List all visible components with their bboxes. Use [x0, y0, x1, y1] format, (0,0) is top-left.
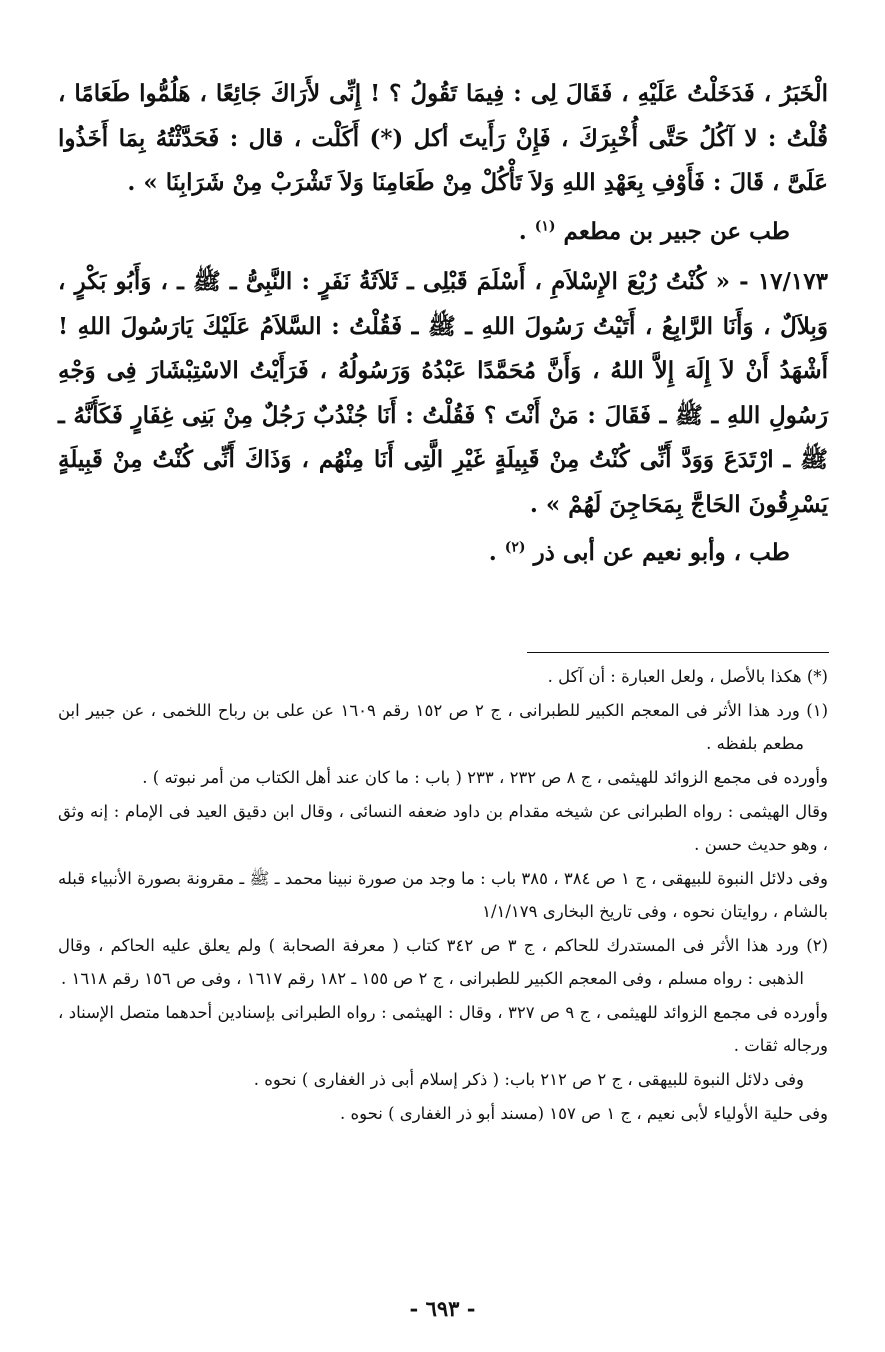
footnote-ref-2[interactable]: (٢) — [504, 539, 526, 556]
footnote-2-continuation: وأورده فى مجمع الزوائد للهيثمى ، ج ٩ ص ٣٢٧ ، وقال : الهيثمى : رواه الطبرانى بإسنادين أحدهما متصل الإسناد ، ورجاله ثقات . — [58, 1003, 828, 1055]
footnote-1-continuation: وفى دلائل النبوة للبيهقى ، ج ١ ص ٣٨٤ ، ٣٨٥ باب : ما وجد من صورة نبينا محمد ـ ﷺ ـ مقرونة بصورة الأنبياء قبله بالشام ، روايتان نحوه ، وفى تاريخ البخارى ١/١/١٧٩ — [58, 869, 828, 921]
hadith-source-line — [58, 210, 790, 255]
hadith-paragraph-continuation: الْخَبَرُ ، فَدَخَلْتُ عَلَيْهِ ، فَقَالَ لِى : فِيمَا تَقُولُ ؟ ! إِنِّى لأَرَاكَ جَائِعًا ، هَلُمُّوا طَعَامًا ، قُلْتُ : لا آكُلُ حَتَّى أُخْبِرَكَ ، فَإِنْ رَأَيتَ أكل (*) أَكَلْت ، قال : فَحَدَّثْتُهُ بِمَا أَخَذُوا عَلَىَّ ، قَالَ : فَأَوْفِ بِعَهْدِ اللهِ وَلاَ تَأْكُلْ مِنْ طَعَامِنَا وَلاَ تَشْرَبْ مِنْ شَرَابِنَا » . — [58, 80, 828, 196]
source-end: . — [518, 217, 527, 245]
main-text-block — [58, 72, 828, 582]
footnote-star: (*) هكذا بالأصل ، ولعل العبارة : أن آكل . — [547, 667, 828, 686]
footnote-1-continuation: وقال الهيثمى : رواه الطبرانى عن شيخه مقدام بن داود ضعفه النسائى ، وقال ابن دقيق العيد فى الإمام : إنه وثق ، وهو حديث حسن . — [58, 802, 828, 854]
footnote-2: (٢) ورد هذا الأثر فى المستدرك للحاكم ، ج ٣ ص ٣٤٢ كتاب ( معرفة الصحابة ) ولم يعلق عليه الحاكم ، وقال الذهبى : رواه مسلم ، وفى المعجم الكبير للطبرانى ، ج ٢ ص ١٥٥ ـ ١٨٢ رقم ١٦١٧ ، وفى ص ١٥٦ رقم ١٦١٨ . — [58, 936, 828, 988]
footnote-separator — [527, 652, 829, 653]
source-text: طب ، وأبو نعيم عن أبى ذر — [533, 539, 790, 566]
source-end: . — [488, 539, 497, 566]
footnote-ref-1[interactable]: (١) — [534, 217, 556, 234]
footnote-2-continuation: وفى حلية الأولياء لأبى نعيم ، ج ١ ص ١٥٧ (مسند أبو ذر الغفارى ) نحوه . — [339, 1104, 828, 1123]
source-text: طب عن جبير بن مطعم — [563, 217, 790, 245]
hadith-source-line — [58, 531, 790, 576]
footnote-1-continuation: وأورده فى مجمع الزوائد للهيثمى ، ج ٨ ص ٢٣٢ ، ٢٣٣ ( باب : ما كان عند أهل الكتاب من أمر نبوته ) . — [142, 768, 828, 787]
page-number: - ٦٩٣ - — [409, 1296, 476, 1321]
footnote-1: (١) ورد هذا الأثر فى المعجم الكبير للطبرانى ، ج ٢ ص ١٥٢ رقم ١٦٠٩ عن على بن رباح اللخمى ، عن جبير ابن مطعم بلفظه . — [58, 701, 829, 753]
footnotes-block — [58, 660, 828, 1131]
hadith-paragraph-173: ١٧/١٧٣ - « كُنْتُ رُبْعَ الإِسْلاَمِ ، أَسْلَمَ قَبْلِى ـ ثَلاَثَةُ نَفَرٍ : النَّبِىُّ ـ ﷺ ـ ، وَأَبُو بَكْرٍ ، وَبِلاَلٌ ، وَأَنَا الرَّابِعُ ، أَتَيْتُ رَسُولَ اللهِ ـ ﷺ ـ فَقُلْتُ : السَّلاَمُ عَلَيْكَ يَارَسُولَ اللهِ ! أَشْهَدُ أَنْ لاَ إِلَهَ إِلاَّ اللهُ ، وَأَنَّ مُحَمَّدًا عَبْدُهُ وَرَسُولُهُ ، فَرَأَيْتُ الاسْتِبْشَارَ فِى وَجْهِ رَسُولِ اللهِ ـ ﷺ ـ فَقَالَ : مَنْ أَنْتَ ؟ فَقُلْتُ : أَنَا جُنْدُبٌ رَجُلٌ مِنْ بَنِى غِفَارٍ فَكَأَنَّهُ ـ ﷺ ـ ارْتَدَعَ وَوَدَّ أَنِّى كُنْتُ مِنْ قَبِيلَةٍ غَيْرِ الَّتِى أَنَا مِنْهُم ، وَذَاكَ أَنِّى كُنْتُ مِنْ قَبِيلَةٍ يَسْرِقُونَ الحَاجَّ بِمَحَاجِنَ لَهُمْ » . — [58, 268, 828, 518]
footnote-2-continuation: وفى دلائل النبوة للبيهقى ، ج ٢ ص ٢١٢ باب: ( ذكر إسلام أبى ذر الغفارى ) نحوه . — [253, 1070, 804, 1089]
